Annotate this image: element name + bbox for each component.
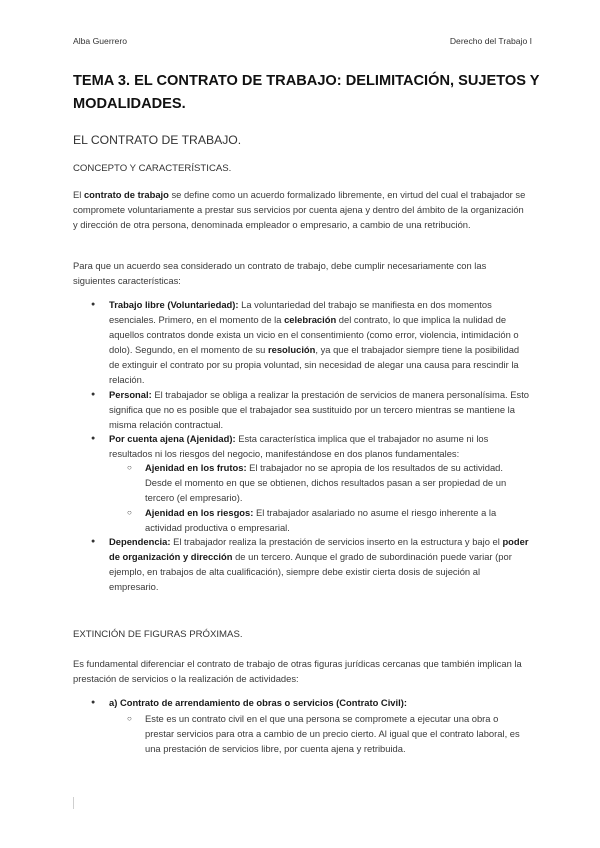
list-item-arrendamiento: ● a) Contrato de arrendamiento de obras o servicios (Contrato Civil): <box>109 695 529 710</box>
list-item-dependencia: ● Dependencia: El trabajador realiza la prestación de servicios inserto en la estructura y bajo el poder de organización y dirección de un tercero. Aunque el grado de subordinación puede variar (por ejemplo, en trabajos de alta cualificación), siempre debe existir cierta dosis de sujeción al empresario. <box>109 534 529 594</box>
bullet-label: Por cuenta ajena (Ajenidad): <box>109 433 236 444</box>
bullet-label: Trabajo libre (Voluntariedad): <box>109 299 239 310</box>
list-item-trabajo-libre: ● Trabajo libre (Voluntariedad): La voluntariedad del trabajo se manifiesta en dos momentos esenciales. Primero, en el momento de la celebración del contrato, lo que implica la nulidad de aquellos contratos donde exista un vicio en el consentimiento (como error, violencia, intimidación o dolo). Segundo, en el momento de su resolución, ya que el trabajador siempre tiene la posibilidad de extinguir el contrato por su propia voluntad, sin necesidad de alegar una causa para rescindir la relación. <box>109 297 529 387</box>
intro-paragraph: El contrato de trabajo se define como un acuerdo formalizado libremente, en virtud del cual el trabajador se compromete voluntariamente a prestar sus servicios por cuenta ajena y dentro del ámbito de la organización y dirección de otra persona, denominada empleador o empresario, a cambio de una retribución. <box>73 189 526 230</box>
bullet-label: Personal: <box>109 389 152 400</box>
sublist-item-frutos: ○ Ajenidad en los frutos: El trabajador no se apropia de los resultados de su actividad. Desde el momento en que se obtienen, dichos resultados pasan a ser propiedad de un tercero (el empresario). <box>145 460 530 505</box>
section-heading-contrato: EL CONTRATO DE TRABAJO. <box>73 133 242 147</box>
header-subject: Derecho del Trabajo I <box>449 36 532 46</box>
term-contrato-de-trabajo: contrato de trabajo <box>83 189 169 200</box>
section-heading-figuras: EXTINCIÓN DE FIGURAS PRÓXIMAS. <box>73 629 243 640</box>
lead-paragraph: Para que un acuerdo sea considerado un contrato de trabajo, debe cumplir necesariamente con las siguientes características: <box>73 260 487 286</box>
figuras-intro-paragraph: Es fundamental diferenciar el contrato de trabajo de otras figuras jurídicas cercanas que también implican la prestación de servicios o la realización de actividades: <box>73 658 522 684</box>
page-edge-marker <box>73 797 74 809</box>
list-item-personal: ● Personal: El trabajador se obliga a realizar la prestación de servicios de manera personalísima. Esto significa que no es posible que el trabajador sea sustituido por un tercero mientras se mantiene la misma relación contractual. <box>109 387 529 432</box>
document-title: TEMA 3. EL CONTRATO DE TRABAJO: DELIMITACIÓN, SUJETOS Y MODALIDADES. <box>73 73 540 112</box>
sublist-item-contrato-civil: ○ Este es un contrato civil en el que una persona se compromete a ejecutar una obra o prestar servicios para otra a cambio de un precio cierto. Al igual que el contrato laboral, es una prestación de servicios libre, por cuenta ajena y retribuida. <box>145 711 530 756</box>
sublist-item-riesgos: ○ Ajenidad en los riesgos: El trabajador asalariado no asume el riesgo inherente a la actividad productiva o empresarial. <box>145 505 530 535</box>
header-author: Alba Guerrero <box>73 36 127 46</box>
list-item-ajenidad: ● Por cuenta ajena (Ajenidad): Esta característica implica que el trabajador no asume ni los resultados ni los riesgos del negocio, manifestándose en dos planos fundamentales: <box>109 431 529 461</box>
bullet-label: Dependencia: <box>109 536 171 547</box>
subheading-concepto: CONCEPTO Y CARACTERÍSTICAS. <box>73 163 232 174</box>
